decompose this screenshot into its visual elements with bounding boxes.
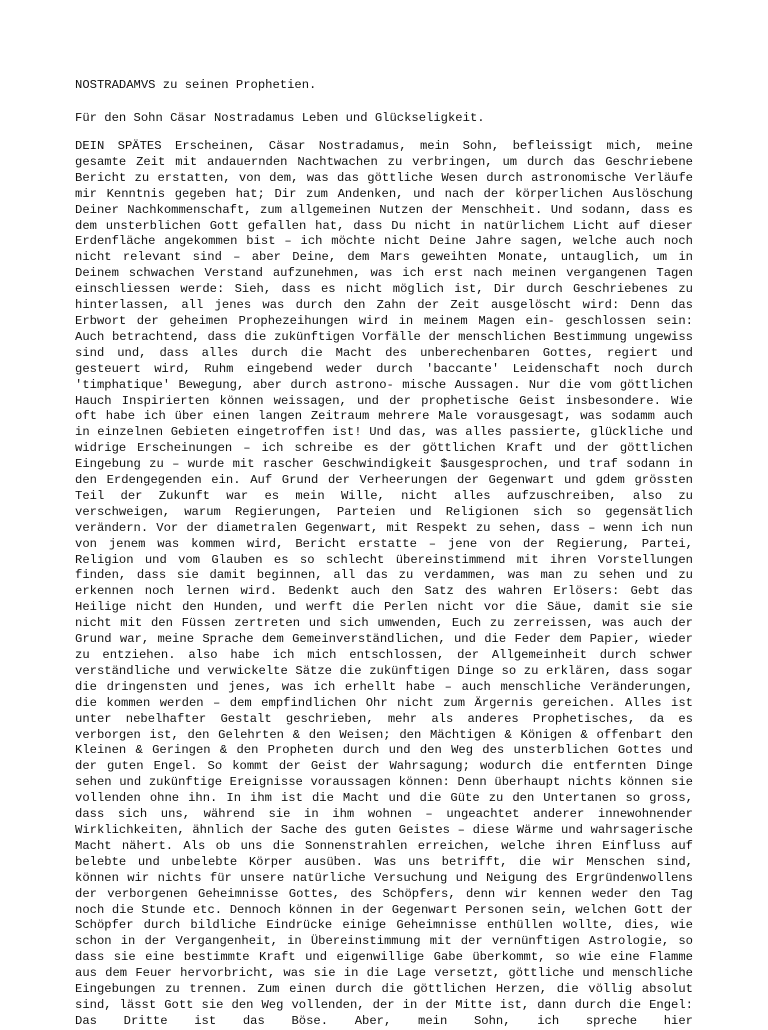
document-title: NOSTRADAMVS zu seinen Prophetien. <box>75 78 317 92</box>
document-body: DEIN SPÄTES Erscheinen, Cäsar Nostradamus, mein Sohn, befleissigt mich, meine gesamte Zeit mit andauernden Nachtwachen zu verbringen, um durch das Geschriebene Bericht zu erstatten, von dem, was das göttliche Wesen durch astronomische Verläufe mir Kenntnis gegeben hat; Dir zum Andenken, und nach der körperlichen Auslöschung Deiner Nachkommenschaft, zum allgemeinen Nutzen der Menschheit. Und sodann, dass es dem unsterblichen Gott gefallen hat, dass Du nicht in natürlichem Licht auf dieser Erdenfläche angekommen bist – ich möchte nicht Deine Jahre sagen, welche auch noch nicht relevant sind – aber Deine, dem Mars geweihten Monate, untauglich, um in Deinem schwachen Verstand aufzunehmen, was ich erst nach meinen vergangenen Tagen einschliessen werde: Sieh, dass es nicht möglich ist, Dir durch Geschriebenes zu hinterlassen, all jenes was durch den Zahn der Zeit ausgelöscht wird: Denn das Erbwort der geheimen Prophezeihungen wird in meinem Magen ein- geschlossen sein: Auch betrachtend, dass die zukünftigen Vorfälle der menschlichen Bestimmung ungewiss sind und, dass alles durch die Macht des unberechenbaren Gottes, regiert und gesteuert wird, Ruhm eingebend weder durch 'baccante' Leidenschaft noch durch 'timphatique' Bewegung, aber durch astrono- mische Aussagen. Nur die vom göttlichen Hauch Inspirierten können weissagen, und der prophetische Geist insbesondere. Wie oft habe ich über einen langen Zeitraum mehrere Male vorausgesagt, was sodamm auch in einzelnen Gebieten eingetroffen ist! Und das, was alles passierte, glückliche und widrige Erscheinungen – ich schreibe es der göttlichen Kraft und der göttlichen Eingebung zu – wurde mit rascher Geschwindigkeit $ausgesprochen, und traf sodann in den Erdengegenden ein. Auf Grund der Verheerungen der Gegenwart und gdem grössten Teil der Zukunft war es mein Wille, nicht alles aufzuschreiben, also zu verschweigen, warum Regierungen, Parteien und Religionen sich so gegensätlich verändern. Vor der diametralen Gegenwart, mit Respekt zu sehen, dass – wenn ich nun von jenem was kommen wird, Bericht erstatte – jene von der Regierung, Partei, Religion und vom Glauben es so schlecht übereinstimmend mit ihren Vorstellungen finden, dass sie damit beginnen, all das zu verdammen, was man zu sehen und zu erkennen noch lernen wird. Bedenkt auch den Satz des wahren Erlösers: Gebt das Heilige nicht den Hunden, und werft die Perlen nicht vor die Säue, damit sie sie nicht mit den Füssen zertreten und sich umwenden, Euch zu zerreissen, was auch der Grund war, meine Sprache dem Gemeinverständlichen, und die Feder dem Papier, wieder zu entziehen. also habe ich mich entschlossen, der Allgemeinheit durch schwer verständliche und verwickelte Sätze die zukünftigen Dinge so zu erklären, dass sogar die dringensten und jenes, was ich erhellt habe – auch menschliche Veränderungen, die kommen werden – dem empfindlichen Ohr nicht zum Ärgernis gereichen. Alles ist unter nebelhafter Gestalt geschrieben, mehr als anderes Prophetisches, da es verborgen ist, den Gelehrten & den Weisen; den Mächtigen & Königen & offenbart den Kleinen & Geringen & den Propheten durch und den Weg des unsterblichen Gottes und der guten Engel. So kommt der Geist der Wahrsagung; wodurch die entfernten Dinge sehen und zukünftige Ereignisse voraussagen können: Denn überhaupt nichts können sie vollenden ohne ihn. In ihm ist die Macht und die Güte zu den Untertanen so gross, dass sich uns, während sie in ihm wohnen – ungeachtet anderer innewohnender Wirklichkeiten, ähnlich der Sache des guten Geistes – diese Wärme und wahrsagerische Macht nähert. Als ob uns die Sonnenstrahlen erreichen, welche ihren Einfluss auf belebte und unbelebte Körper ausüben. Was uns betrifft, die wir Menschen sind, können wir nichts für unsere natürliche Versuchung und Neigung des Ergründenwollens der verborgenen Geheimnisse Gottes, des Schöpfers, denn wir kennen weder den Tag noch die Stunde etc. Dennoch können in der Gegenwart Personen sein, welchen Gott der Schöpfer durch bildliche Eindrücke einige Geheimnisse enthüllen wollte, dies, wie schon in der Vergangenheit, in Übereinstimmung mit der vernünftigen Astrologie, so dass sie eine bestimmte Kraft und eigenwillige Gabe überkommt, so wie eine Flamme aus dem Feuer hervorbricht, was sie in die Lage versetzt, göttliche und menschliche Eingebungen zu trennen. Zum einen durch die göttlichen Herzen, die völlig absolut sind, lässt Gott sie den Weg vollenden, der in der Mitte ist, dann durch die Engel: Das Dritte ist das Böse. Aber, mein Sohn, ich spreche hier <box>75 139 693 1028</box>
document-dedication: Für den Sohn Cäsar Nostradamus Leben und Glückseligkeit. <box>75 111 485 125</box>
